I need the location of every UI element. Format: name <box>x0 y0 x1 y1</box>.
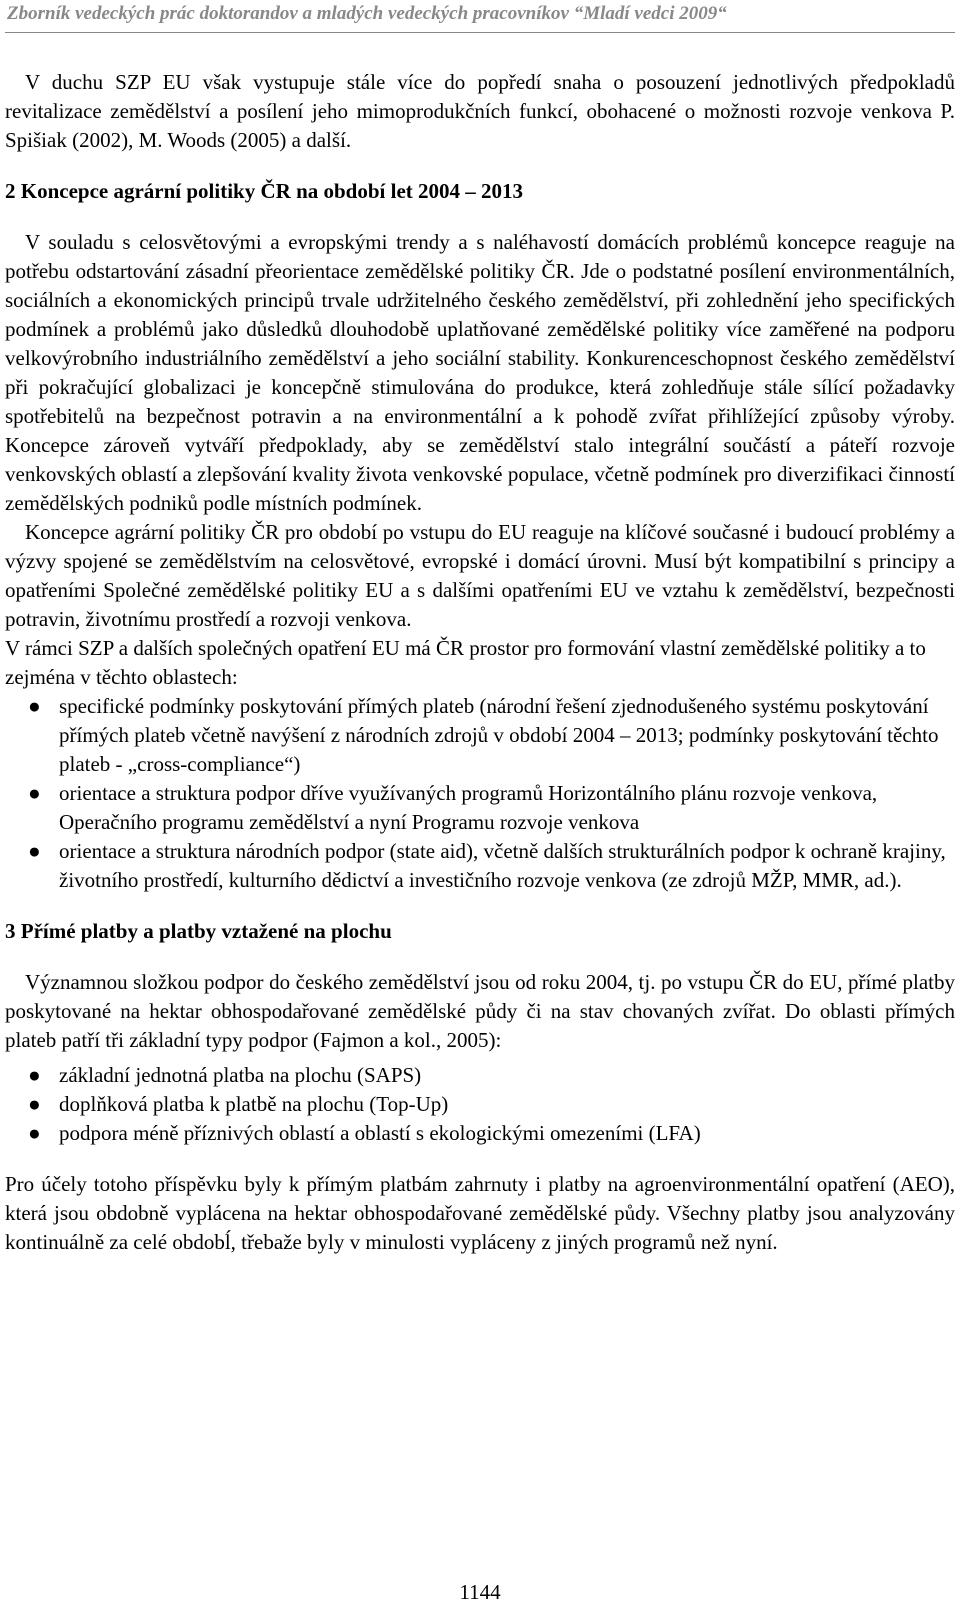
document-body <box>5 68 955 1257</box>
list-item-text: specifické podmínky poskytování přímých plateb (národní řešení zjednodušeného systému poskytování přímých plateb včetně navýšení z národních zdrojů v období 2004 – 2013; podmínky poskytování těchto plateb - „cross-compliance“) <box>59 694 939 776</box>
list-item <box>28 1119 955 1148</box>
running-header: Zborník vedeckých prác doktorandov a mladých vedeckých pracovníkov “Mladí vedci 2009“ <box>7 3 727 24</box>
section-2-bullet-list <box>5 692 955 895</box>
section-2-heading: 2 Koncepce agrární politiky ČR na období let 2004 – 2013 <box>5 179 524 203</box>
list-item-text: podpora méně příznivých oblastí a oblastí s ekologickými omezeními (LFA) <box>59 1121 701 1145</box>
intro-paragraph: V duchu SZP EU však vystupuje stále více do popředí snaha o posouzení jednotlivých předpokladů revitalizace zemědělství a posílení jeho mimoprodukčních funkcí, obohacené o možnosti rozvoje venkova P. Spišiak (2002), M. Woods (2005) a další. <box>5 70 955 152</box>
bullet-icon: ● <box>28 839 41 863</box>
section-2-paragraph-3: V rámci SZP a dalších společných opatření EU má ČR prostor pro formování vlastní zemědělské politiky a to zejména v těchto oblastech: <box>5 636 926 689</box>
list-item <box>28 1061 955 1090</box>
bullet-icon: ● <box>28 1092 41 1116</box>
section-3-paragraph-1: Významnou složkou podpor do českého zemědělství jsou od roku 2004, tj. po vstupu ČR do EU, přímé platby poskytované na hektar obhospodařované zemědělské půdy či na stav chovaných zvířat. Do oblasti přímých plateb patří tři základní typy podpor (Fajmon a kol., 2005): <box>5 970 955 1052</box>
list-item <box>28 837 955 895</box>
bullet-icon: ● <box>28 1063 41 1087</box>
section-3-bullet-list <box>5 1061 955 1148</box>
header-divider <box>5 32 955 33</box>
page-number: 1144 <box>459 1580 501 1604</box>
list-item <box>28 692 955 779</box>
list-item-text: doplňková platba k platbě na plochu (Top-Up) <box>59 1092 449 1116</box>
bullet-icon: ● <box>28 694 41 718</box>
list-item-text: základní jednotná platba na plochu (SAPS) <box>59 1063 422 1087</box>
section-2-paragraph-2: Koncepce agrární politiky ČR pro období po vstupu do EU reaguje na klíčové současné i budoucí problémy a výzvy spojené se zemědělstvím na celosvětové, evropské i domácí úrovni. Musí být kompatibilní s principy a opatřeními Společné zemědělské politiky EU a s dalšími opatřeními EU ve vztahu k zemědělství, bezpečnosti potravin, životnímu prostředí a rozvoji venkova. <box>5 520 955 631</box>
list-item-text: orientace a struktura podpor dříve využívaných programů Horizontálního plánu rozvoje venkova, Operačního programu zemědělství a nyní Programu rozvoje venkova <box>59 781 878 834</box>
section-2-paragraph-1: V souladu s celosvětovými a evropskými trendy a s naléhavostí domácích problémů koncepce reaguje na potřebu odstartování zásadní přeorientace zemědělské politiky ČR. Jde o podstatné posílení environmentálních, sociálních a ekonomických principů trvale udržitelného českého zemědělství, při zohlednění jeho specifických podmínek a problémů jako důsledků dlouhodobě uplatňované zemědělské politiky více zaměřené na podporu velkovýrobního industriálního zemědělství a jeho sociální stability. Konkurenceschopnost českého zemědělství při pokračující globalizaci je koncepčně stimulována do produkce, která zohledňuje stále sílící požadavky spotřebitelů na bezpečnost potravin a na environmentální a k pohodě zvířat přihlížející způsoby výroby. Koncepce zároveň vytváří předpoklady, aby se zemědělství stalo integrální součástí a páteří rozvoje venkovských oblastí a zlepšování kvality života venkovské populace, včetně podmínek pro diverzifikaci činností zemědělských podniků podle místních podmínek. <box>5 230 955 515</box>
section-3-paragraph-2: Pro účely totoho příspěvku byly k přímým platbám zahrnuty i platby na agroenvironmentální opatření (AEO), která jsou obdobně vyplácena na hektar obhospodařované zemědělské půdy. Všechny platby jsou analyzovány kontinuálně za celé obdobĺ, třebaže byly v minulosti vypláceny z jiných programů než nyní. <box>5 1172 955 1254</box>
list-item <box>28 1090 955 1119</box>
bullet-icon: ● <box>28 1121 41 1145</box>
bullet-icon: ● <box>28 781 41 805</box>
list-item <box>28 779 955 837</box>
list-item-text: orientace a struktura národních podpor (state aid), včetně dalších strukturálních podpor k ochraně krajiny, životního prostředí, kulturního dědictví a investičního rozvoje venkova (ze zdrojů MŽP, MMR, ad.). <box>59 839 946 892</box>
section-3-heading: 3 Přímé platby a platby vztažené na plochu <box>5 919 392 943</box>
